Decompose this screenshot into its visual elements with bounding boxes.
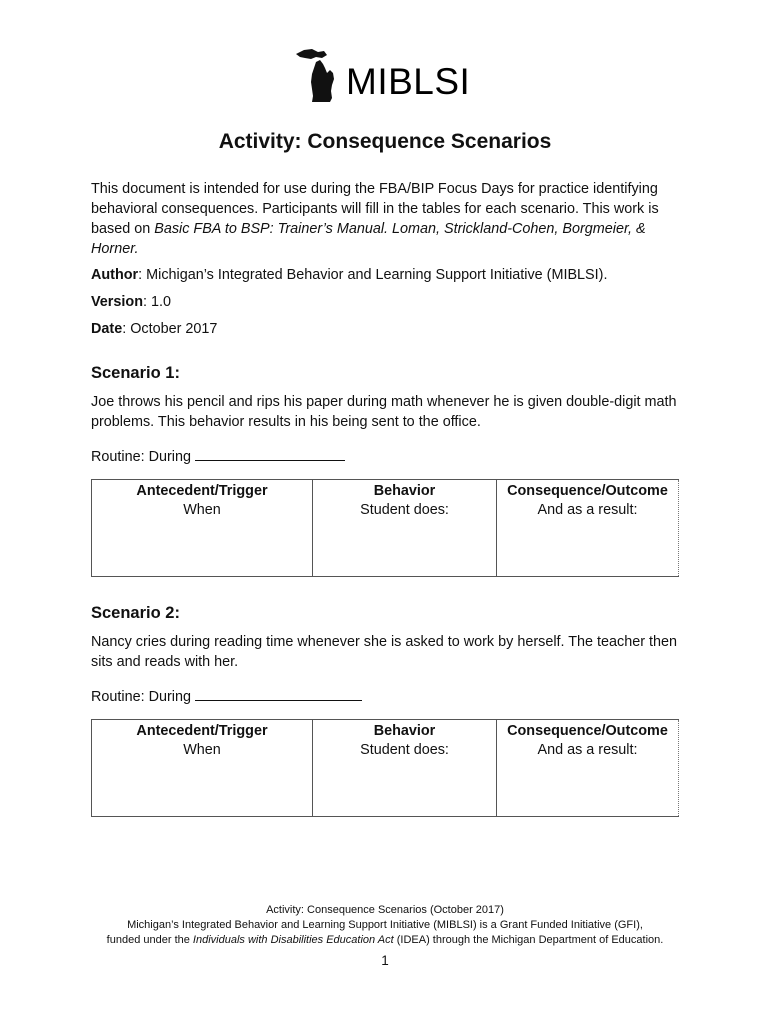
author-value: : Michigan’s Integrated Behavior and Learning Support Initiative (MIBLSI). [138, 267, 608, 283]
date-line [91, 319, 217, 339]
column-subheader: Student does: [360, 502, 449, 518]
scenario-2-text: Nancy cries during reading time whenever she is asked to work by herself. The teacher then sits and reads with her. [91, 634, 678, 670]
footer-line-3 [0, 933, 770, 948]
column-header: Behavior [373, 723, 436, 739]
column-subheader: And as a result: [537, 742, 638, 758]
footer-line-3-pre: funded under the [106, 934, 193, 946]
routine-blank-line[interactable] [195, 446, 345, 461]
routine-blank-line[interactable] [195, 686, 362, 701]
column-subheader: And as a result: [537, 502, 638, 518]
michigan-map-icon [294, 46, 344, 104]
scenario-2-heading: Scenario 2: [91, 604, 180, 622]
column-header: Antecedent/Trigger [136, 483, 268, 499]
date-value: : October 2017 [122, 321, 218, 337]
version-line [91, 292, 171, 312]
version-value: : 1.0 [143, 294, 172, 310]
column-header: Antecedent/Trigger [136, 723, 268, 739]
scenario-1-text: Joe throws his pencil and rips his paper during math whenever he is given double-digit math problems. This behavior results in his being sent to the office. [91, 394, 677, 430]
antecedent-cell[interactable] [92, 480, 313, 577]
column-subheader: When [183, 502, 221, 518]
scenario-1-routine [91, 446, 345, 467]
footer-line-1: Activity: Consequence Scenarios (October 2017) [266, 904, 504, 916]
footer-line-3-post: (IDEA) through the Michigan Department of Education. [393, 934, 664, 946]
antecedent-cell[interactable] [92, 720, 313, 817]
scenario-1-table [91, 479, 679, 577]
column-header: Consequence/Outcome [507, 483, 668, 499]
routine-label: Routine: During [91, 449, 191, 465]
page-number: 1 [381, 953, 389, 968]
miblsi-logo [294, 44, 470, 104]
scenario-2-table [91, 719, 679, 817]
author-line [91, 265, 607, 285]
version-label: Version [91, 294, 143, 310]
date-label: Date [91, 321, 123, 337]
intro-text: This document is intended for use during the FBA/BIP Focus Days for practice identifying behavioral consequences. Participants will fill in the tables for each scenario. This work is based on [91, 181, 659, 237]
page-footer [0, 903, 770, 948]
column-header: Behavior [373, 483, 436, 499]
page-title: Activity: Consequence Scenarios [218, 130, 552, 153]
column-header: Consequence/Outcome [507, 723, 668, 739]
consequence-cell[interactable] [497, 720, 679, 817]
scenario-2-routine [91, 686, 362, 707]
logo-text: MIBLSI [346, 61, 471, 102]
footer-line-2: Michigan’s Integrated Behavior and Learning Support Initiative (MIBLSI) is a Grant Funded Initiative (GFI), [127, 919, 643, 931]
author-label: Author [91, 267, 139, 283]
intro-citation: Basic FBA to BSP: Trainer’s Manual. Loman, Strickland-Cohen, Borgmeier, & Horner. [91, 221, 646, 257]
behavior-cell[interactable] [313, 480, 497, 577]
consequence-cell[interactable] [497, 480, 679, 577]
column-subheader: When [183, 742, 221, 758]
scenario-1-heading: Scenario 1: [91, 364, 180, 382]
column-subheader: Student does: [360, 742, 449, 758]
idea-act-title: Individuals with Disabilities Education Act [192, 934, 394, 946]
routine-label: Routine: During [91, 689, 191, 705]
behavior-cell[interactable] [313, 720, 497, 817]
intro-paragraph [91, 179, 691, 259]
